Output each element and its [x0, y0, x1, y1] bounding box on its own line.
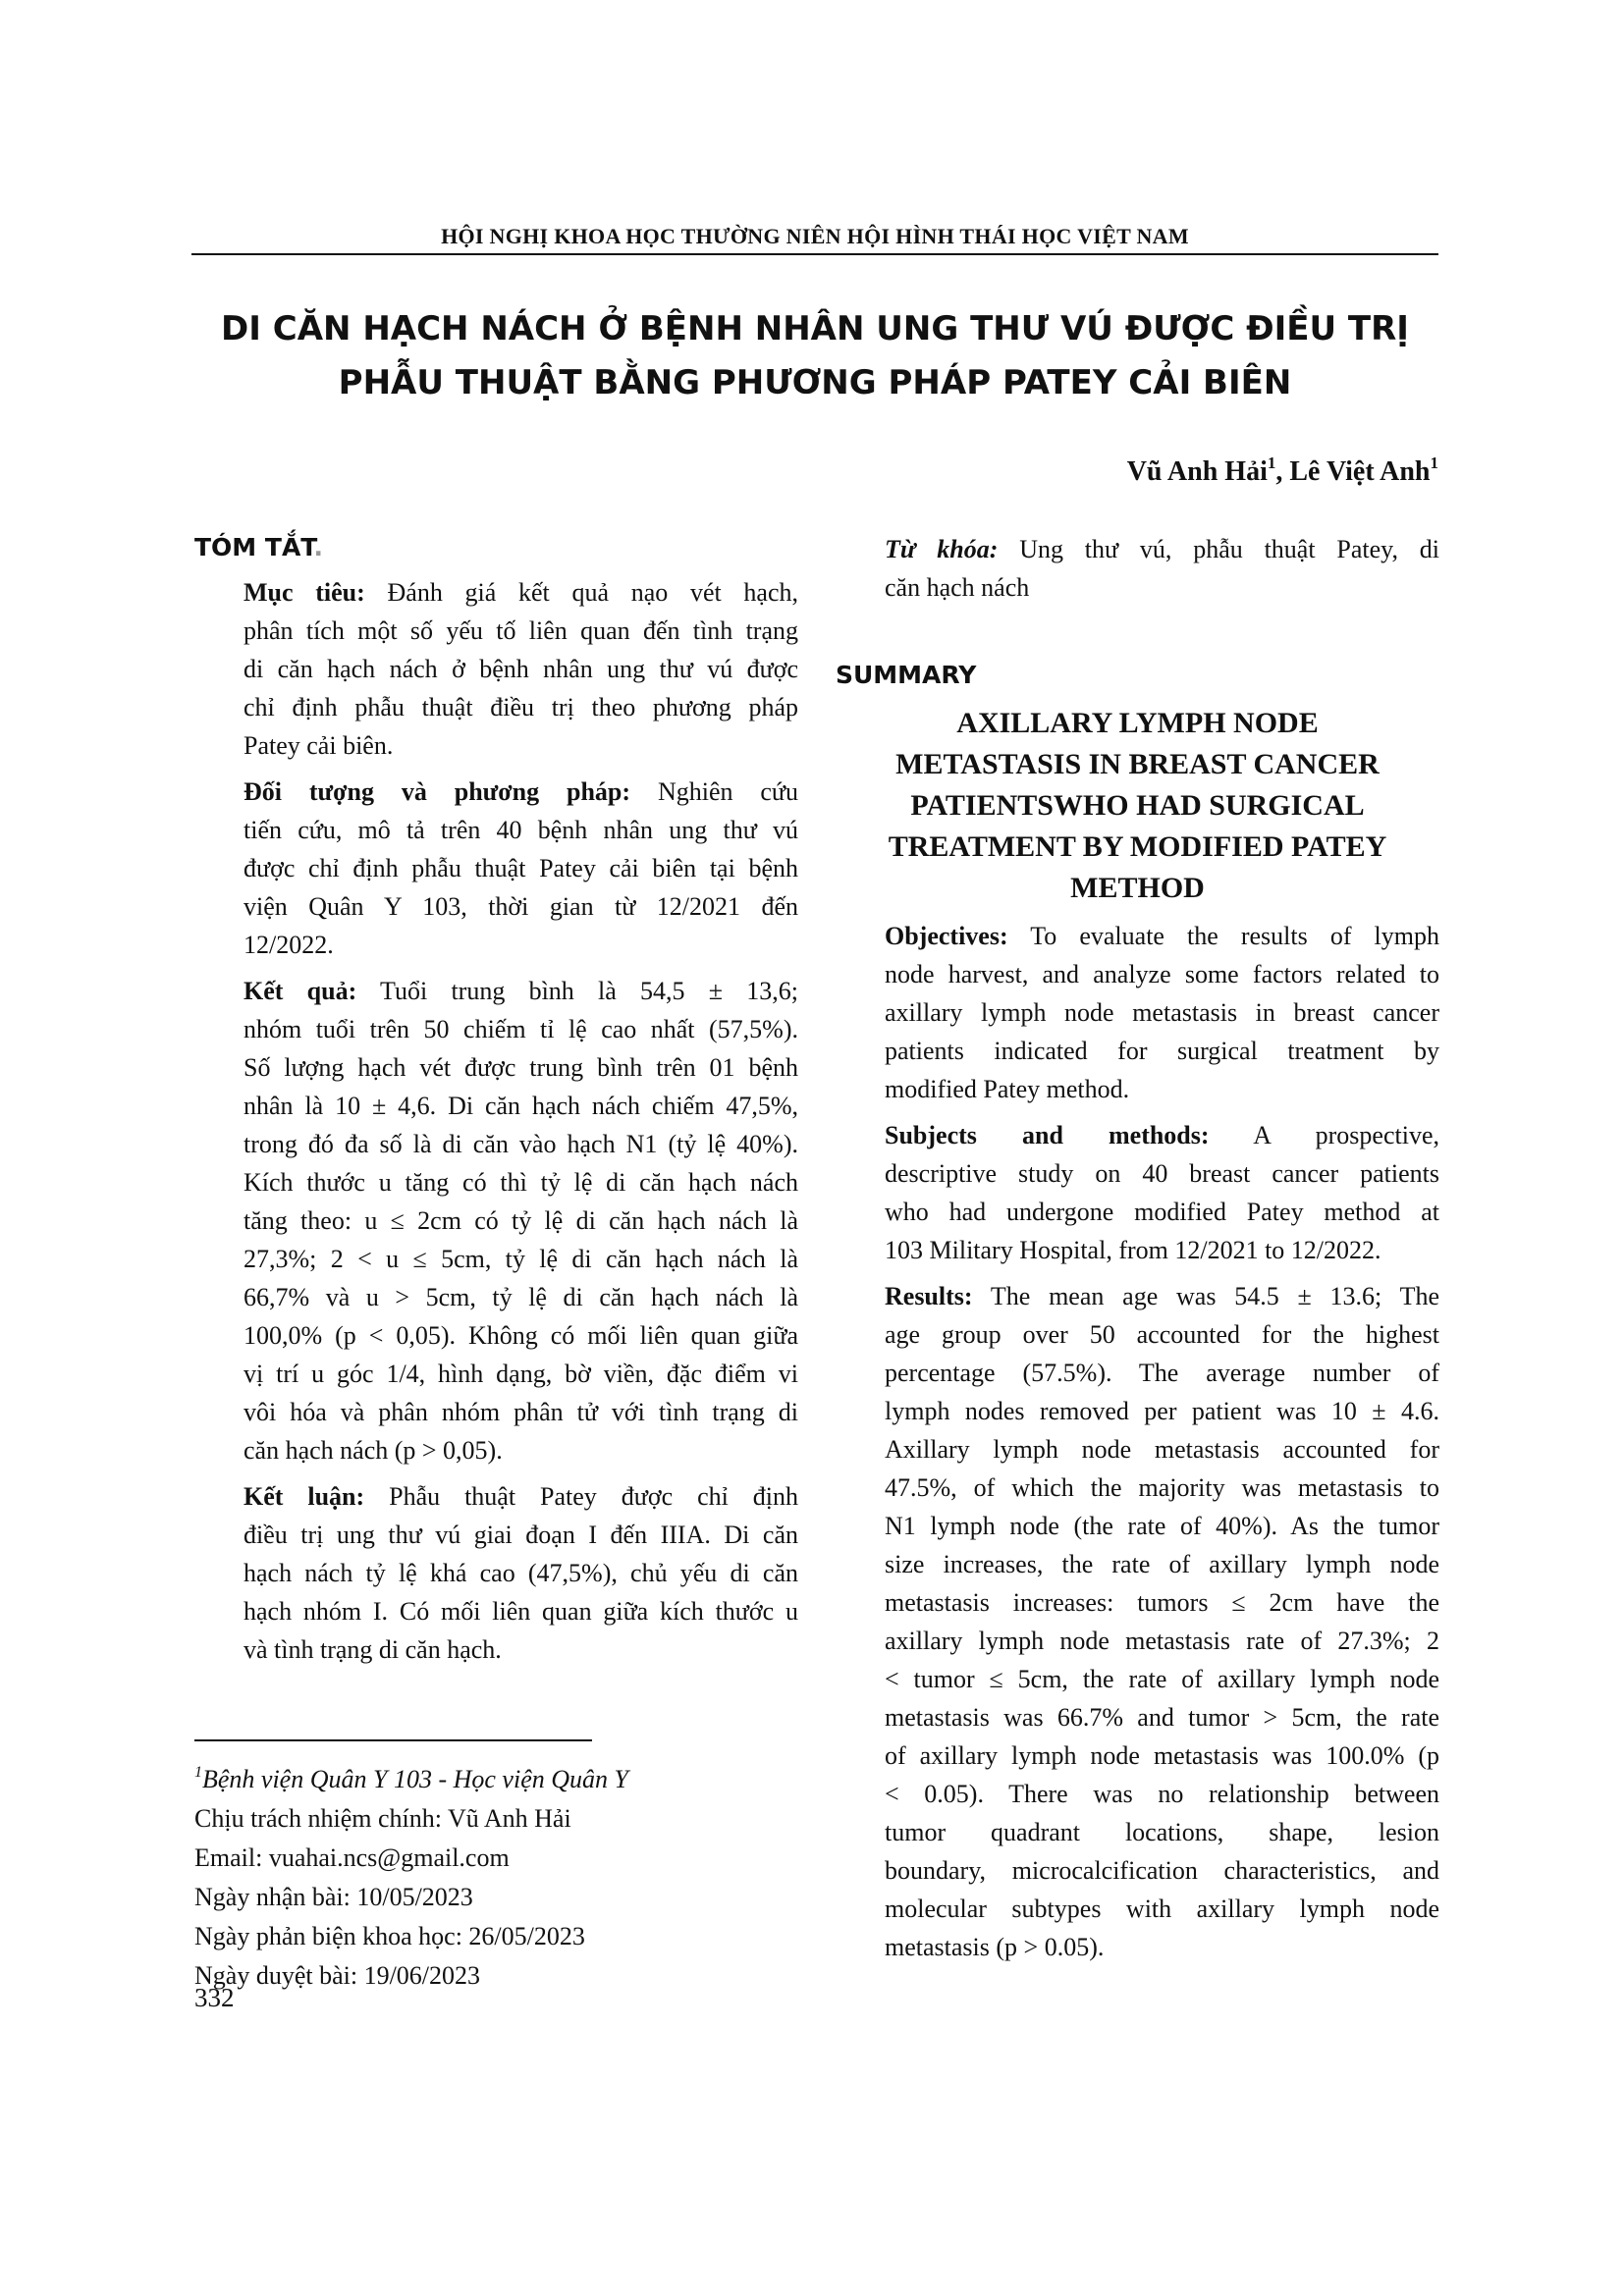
footnotes — [194, 1753, 798, 1996]
text-line: who had undergone modified Patey method at — [885, 1198, 1439, 1226]
text-line: To evaluate the results of lymph — [1007, 922, 1439, 950]
text-line: of axillary lymph node metastasis was 100.0% (p — [885, 1741, 1439, 1770]
received-date: Ngày nhận bài: 10/05/2023 — [194, 1883, 473, 1911]
text-line: nhân là 10 ± 4,6. Di căn hạch nách chiếm 47,5%, — [244, 1092, 798, 1120]
text-line: node harvest, and analyze some factors related to — [885, 960, 1439, 988]
text-line: trong đó đa số là di căn vào hạch N1 (tỷ lệ 40%). — [244, 1130, 798, 1158]
author-name: Vũ Anh Hải — [1126, 456, 1268, 487]
footnote-rule — [194, 1739, 592, 1741]
author-list — [1127, 454, 1438, 488]
author-name: Lê Việt Anh — [1289, 456, 1431, 487]
text-line: molecular subtypes with axillary lymph node — [885, 1895, 1439, 1923]
email-line: Email: vuahai.ncs@gmail.com — [194, 1843, 510, 1872]
vi-results-label: Kết quả: — [244, 977, 357, 1005]
en-results-paragraph — [836, 1277, 1439, 1966]
text-line: tăng theo: u ≤ 2cm có tỷ lệ di căn hạch nách là — [244, 1206, 798, 1235]
text-line: patients indicated for surgical treatment by — [885, 1037, 1439, 1065]
vi-objective-label: Mục tiêu: — [244, 578, 365, 607]
text-line: 100,0% (p < 0,05). Không có mối liên quan giữa — [244, 1321, 798, 1350]
text-line: căn hạch nách (p > 0,05). — [244, 1436, 503, 1465]
text-line: chỉ định phẫu thuật điều trị theo phương pháp — [244, 693, 798, 721]
text-line: metastasis was 66.7% and tumor > 5cm, the rate — [885, 1703, 1439, 1732]
article-title — [191, 302, 1438, 410]
text-line: axillary lymph node metastasis in breast cancer — [885, 998, 1439, 1027]
keywords-paragraph — [836, 530, 1439, 607]
text-line: Đánh giá kết quả nạo vét hạch, — [364, 578, 798, 607]
english-title-line: AXILLARY LYMPH NODE — [956, 707, 1319, 739]
text-line: Nghiên cứu — [630, 777, 798, 806]
text-line: axillary lymph node metastasis rate of 27.3%; 2 — [885, 1627, 1439, 1655]
text-line: căn hạch nách — [885, 573, 1030, 602]
english-title-line: METASTASIS IN BREAST CANCER — [895, 748, 1380, 780]
text-line: điều trị ung thư vú giai đoạn I đến IIIA. Di căn — [244, 1521, 798, 1549]
vi-objective-paragraph — [194, 573, 798, 765]
text-line: Kích thước u tăng có thì tỷ lệ di căn hạch nách — [244, 1168, 798, 1197]
vi-conclusion-paragraph — [194, 1477, 798, 1669]
text-line: phân tích một số yếu tố liên quan đến tình trạng — [244, 616, 798, 645]
en-objectives-label: Objectives: — [885, 922, 1008, 950]
affiliation-footnote — [194, 1753, 798, 1799]
heading-text: TÓM TẮT — [194, 533, 314, 561]
english-title-line: TREATMENT BY MODIFIED PATEY — [888, 830, 1387, 863]
text-line: tiến cứu, mô tả trên 40 bệnh nhân ung thư vú — [244, 816, 798, 844]
text-line: và tình trạng di căn hạch. — [244, 1635, 502, 1664]
text-line: vôi hóa và phân nhóm phân tử với tình trạng di — [244, 1398, 798, 1426]
author-separator: , — [1275, 456, 1290, 487]
text-line: The mean age was 54.5 ± 13.6; The — [972, 1282, 1439, 1310]
heading-dot: . — [313, 533, 324, 561]
text-line: Ung thư vú, phẫu thuật Patey, di — [998, 535, 1439, 563]
text-line: viện Quân Y 103, thời gian từ 12/2021 đến — [244, 892, 798, 921]
text-line: Axillary lymph node metastasis accounted for — [885, 1435, 1439, 1464]
text-line: A prospective, — [1209, 1121, 1439, 1149]
text-line: < tumor ≤ 5cm, the rate of axillary lymph node — [885, 1665, 1439, 1693]
text-line: size increases, the rate of axillary lymph node — [885, 1550, 1439, 1578]
text-line: metastasis (p > 0.05). — [885, 1933, 1105, 1961]
affiliation-mark: 1 — [194, 1764, 202, 1781]
vi-abstract-heading — [194, 530, 798, 565]
text-line: Số lượng hạch vét được trung bình trên 01 bệnh — [244, 1053, 798, 1082]
text-line: hạch nách tỷ lệ khá cao (47,5%), chủ yếu di căn — [244, 1559, 798, 1587]
text-line: Phẫu thuật Patey được chỉ định — [364, 1482, 798, 1511]
text-line: 27,3%; 2 < u ≤ 5cm, tỷ lệ di căn hạch nách là — [244, 1245, 798, 1273]
text-line: được chỉ định phẫu thuật Patey cải biên tại bệnh — [244, 854, 798, 882]
title-line: PHẪU THUẬT BẰNG PHƯƠNG PHÁP PATEY CẢI BIÊN — [338, 363, 1292, 402]
text-line: boundary, microcalcification characteristics, and — [885, 1856, 1439, 1885]
text-line: lymph nodes removed per patient was 10 ± 4.6. — [885, 1397, 1439, 1425]
en-objectives-paragraph — [836, 917, 1439, 1108]
page-number: 332 — [194, 1983, 235, 2012]
en-methods-label: Subjects and methods: — [885, 1121, 1210, 1149]
approval-date: Ngày duyệt bài: 19/06/2023 — [194, 1961, 481, 1990]
summary-heading: SUMMARY — [836, 661, 977, 689]
english-title — [836, 703, 1439, 909]
english-title-line: METHOD — [1070, 872, 1205, 904]
left-column — [194, 530, 798, 1669]
vi-results-paragraph — [194, 972, 798, 1469]
keywords-label: Từ khóa: — [885, 535, 999, 563]
text-line: 103 Military Hospital, from 12/2021 to 12/2022. — [885, 1236, 1381, 1264]
review-date: Ngày phản biện khoa học: 26/05/2023 — [194, 1922, 585, 1950]
title-line: DI CĂN HẠCH NÁCH Ở BỆNH NHÂN UNG THƯ VÚ ĐƯỢC ĐIỀU TRỊ — [221, 309, 1409, 348]
text-line: modified Patey method. — [885, 1075, 1130, 1103]
affiliation-text: Bệnh viện Quân Y 103 - Học viện Quân Y — [202, 1765, 628, 1793]
text-line: 66,7% và u > 5cm, tỷ lệ di căn hạch nách là — [244, 1283, 798, 1311]
text-line: percentage (57.5%). The average number of — [885, 1359, 1439, 1387]
text-line: age group over 50 accounted for the highest — [885, 1320, 1439, 1349]
running-header: HỘI NGHỊ KHOA HỌC THƯỜNG NIÊN HỘI HÌNH THÁI HỌC VIỆT NAM — [441, 224, 1189, 248]
header-rule — [191, 253, 1438, 255]
text-line: nhóm tuổi trên 50 chiếm tỉ lệ cao nhất (57,5%). — [244, 1015, 798, 1043]
text-line: Tuổi trung bình là 54,5 ± 13,6; — [356, 977, 799, 1005]
text-line: 12/2022. — [244, 931, 334, 959]
text-line: Patey cải biên. — [244, 731, 394, 760]
author-affiliation-mark: 1 — [1267, 454, 1276, 472]
vi-methods-paragraph — [194, 773, 798, 964]
english-title-line: PATIENTSWHO HAD SURGICAL — [910, 789, 1365, 822]
vi-methods-label: Đối tượng và phương pháp: — [244, 777, 631, 806]
text-line: hạch nhóm I. Có mối liên quan giữa kích thước u — [244, 1597, 798, 1626]
text-line: N1 lymph node (the rate of 40%). As the tumor — [885, 1512, 1439, 1540]
text-line: metastasis increases: tumors ≤ 2cm have the — [885, 1588, 1439, 1617]
text-line: < 0.05). There was no relationship between — [885, 1780, 1439, 1808]
vi-conclusion-label: Kết luận: — [244, 1482, 365, 1511]
text-line: tumor quadrant locations, shape, lesion — [885, 1818, 1439, 1846]
text-line: vị trí u góc 1/4, hình dạng, bờ viền, đặc điểm vi — [244, 1360, 798, 1388]
right-column — [836, 530, 1439, 1966]
en-methods-paragraph — [836, 1116, 1439, 1269]
author-affiliation-mark: 1 — [1430, 454, 1438, 472]
text-line: 47.5%, of which the majority was metastasis to — [885, 1473, 1439, 1502]
corresponding-author: Chịu trách nhiệm chính: Vũ Anh Hải — [194, 1804, 571, 1833]
text-line: descriptive study on 40 breast cancer patients — [885, 1159, 1439, 1188]
text-line: di căn hạch nách ở bệnh nhân ung thư vú được — [244, 655, 798, 683]
en-results-label: Results: — [885, 1282, 973, 1310]
